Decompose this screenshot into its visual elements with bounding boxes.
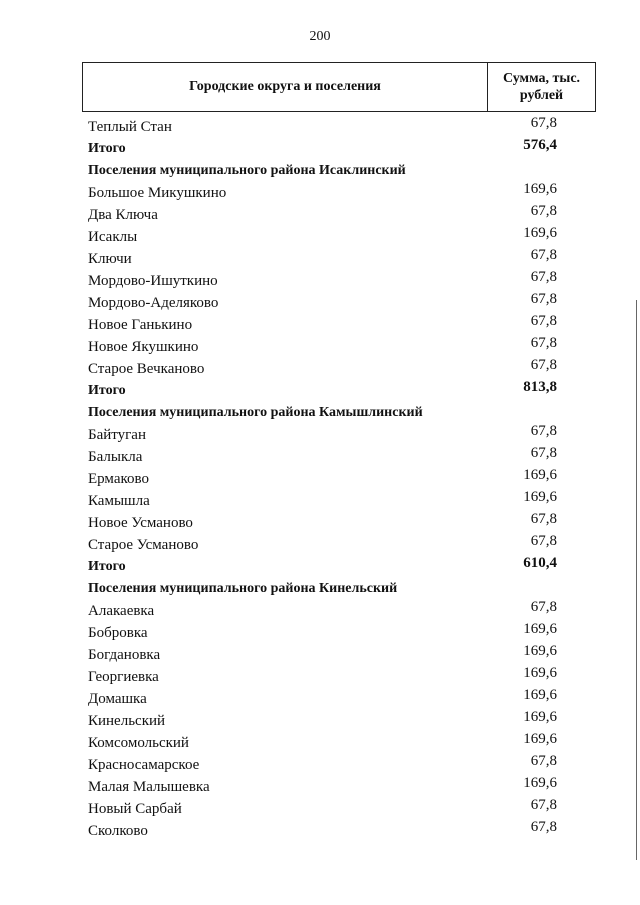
row-name: Поселения муниципального района Исаклинский — [88, 163, 406, 178]
row-value: 169,6 — [523, 731, 557, 747]
row-name: Ключи — [88, 251, 132, 267]
header-sum-column — [488, 63, 595, 111]
row-name: Богдановка — [88, 647, 161, 663]
row-name: Камышла — [88, 493, 150, 509]
row-value: 169,6 — [523, 775, 557, 791]
header-sum-line1: Сумма, тыс. — [502, 71, 581, 86]
row-name: Алакаевка — [88, 603, 155, 619]
row-name: Новое Усманово — [88, 515, 193, 531]
total-row — [0, 138, 640, 160]
row-name: Комсомольский — [88, 735, 189, 751]
row-name: Ермаково — [88, 471, 149, 487]
header-name-column: Городские округа и поселения — [83, 63, 488, 111]
row-value: 169,6 — [523, 621, 557, 637]
row-value: 67,8 — [530, 511, 557, 527]
page-number: 200 — [309, 29, 331, 44]
row-name: Мордово-Аделяково — [88, 295, 219, 311]
row-value: 67,8 — [530, 335, 557, 351]
table-header — [82, 62, 596, 112]
row-value: 67,8 — [530, 203, 557, 219]
row-value: 169,6 — [523, 687, 557, 703]
row-value: 576,4 — [523, 137, 557, 153]
row-name: Старое Вечканово — [88, 361, 205, 377]
row-value: 169,6 — [523, 643, 557, 659]
row-name: Итого — [88, 141, 126, 156]
row-name: Новое Ганькино — [88, 317, 193, 333]
table-body — [0, 116, 640, 842]
row-name: Итого — [88, 383, 126, 398]
total-row — [0, 556, 640, 578]
row-value: 67,8 — [530, 445, 557, 461]
row-name: Домашка — [88, 691, 147, 707]
row-value: 67,8 — [530, 357, 557, 373]
row-name: Новый Сарбай — [88, 801, 182, 817]
row-name: Байтуган — [88, 427, 146, 443]
row-value: 169,6 — [523, 181, 557, 197]
row-name: Итого — [88, 559, 126, 574]
row-name: Большое Микушкино — [88, 185, 227, 201]
row-value: 67,8 — [530, 115, 557, 131]
row-name: Кинельский — [88, 713, 166, 729]
row-value: 67,8 — [530, 753, 557, 769]
header-sum-line2: рублей — [519, 88, 564, 103]
row-value: 169,6 — [523, 467, 557, 483]
row-value: 67,8 — [530, 269, 557, 285]
scan-edge-line — [636, 300, 637, 860]
row-value: 67,8 — [530, 313, 557, 329]
row-name: Исаклы — [88, 229, 138, 245]
row-name: Мордово-Ишуткино — [88, 273, 218, 289]
row-value: 67,8 — [530, 533, 557, 549]
row-value: 67,8 — [530, 819, 557, 835]
row-name: Новое Якушкино — [88, 339, 199, 355]
row-name: Бобровка — [88, 625, 148, 641]
row-name: Георгиевка — [88, 669, 159, 685]
row-value: 610,4 — [523, 555, 557, 571]
row-name: Два Ключа — [88, 207, 158, 223]
row-name: Старое Усманово — [88, 537, 199, 553]
row-value: 169,6 — [523, 225, 557, 241]
row-name: Малая Малышевка — [88, 779, 210, 795]
row-name: Теплый Стан — [88, 119, 172, 135]
row-value: 67,8 — [530, 291, 557, 307]
row-value: 169,6 — [523, 489, 557, 505]
row-value: 813,8 — [523, 379, 557, 395]
row-name: Поселения муниципального района Камышлинский — [88, 405, 423, 420]
row-name: Балыкла — [88, 449, 143, 465]
row-name: Красносамарское — [88, 757, 200, 773]
row-value: 67,8 — [530, 423, 557, 439]
row-value: 169,6 — [523, 709, 557, 725]
row-value: 67,8 — [530, 797, 557, 813]
table-row — [0, 820, 640, 842]
row-value: 67,8 — [530, 599, 557, 615]
row-value: 67,8 — [530, 247, 557, 263]
row-value: 169,6 — [523, 665, 557, 681]
row-name: Сколково — [88, 823, 148, 839]
total-row — [0, 380, 640, 402]
row-name: Поселения муниципального района Кинельский — [88, 581, 398, 596]
